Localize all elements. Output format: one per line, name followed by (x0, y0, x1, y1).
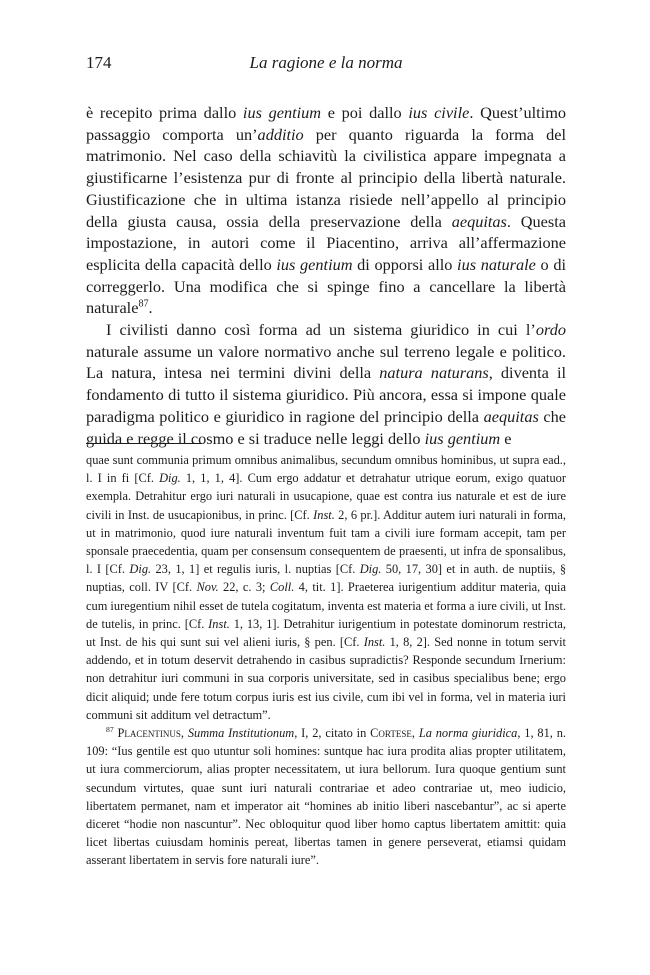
author-name: Cortese (370, 726, 412, 741)
text-run: 1, 1, 1, 4]. Cum ergo addatur et detrahatur utrique eorum, exigo quatuor exempla. Detrahitur ergo iuri naturali in usucapione, quae est contra ius naturale et est de iure civili in Inst. de usucapionibus, in princ. [Cf. (86, 471, 566, 522)
text-run: e poi dallo (321, 103, 409, 122)
italic-term: additio (257, 124, 304, 144)
footnote-ref[interactable]: 87 (138, 298, 149, 310)
italic-term: Summa Institutionum (187, 726, 295, 741)
footnote-87 (86, 724, 566, 870)
text-run: 1, 13, 1]. Detrahitur iurigentium in potestate dominorum restricta, ut Inst. de his qui sunt sui vel alieni iuris, § pen. [Cf. (86, 616, 566, 650)
text-run: , diventa il fondamento di tutto il sistema giuridico. Più ancora, essa si impone quale paradigma politico e giuridico in ragione del principio della (86, 363, 566, 426)
text-run: quae sunt communia primum omnibus animalibus, secundum omnibus hominibus, ut supra ead., l. I in fi [Cf. (86, 453, 566, 486)
footnotes (86, 451, 566, 870)
footnote-separator (86, 443, 202, 444)
italic-term: Inst. (313, 507, 335, 522)
text-run: . Quest’ultimo passaggio comporta un’ (86, 103, 567, 144)
text-run: , 1, 81, n. 109: “Ius gentile est quo utuntur soli homines: suntque hac iura prodita alias propter utilitatem, ut iura commerciorum, alias propter necessitatem, ut iura bellorum. Iura quoque gentium sunt secundum virtutes, quae sunt iuri naturali contrariae et adeo contrariae ut, meo iudicio, libertatem permanet, nam et imperator ait “homines ab initio liberi nascebantur”, ac si aperte diceret “hodie non nascuntur”. Nec obloquitur quod liber homo captus libertatem amittit: quia licet libertas cuiusdam hominis pereat, libertas tamen in genere perseverat, etiamsi quidam asserant libertatem in servis fore naturali iure”. (86, 726, 567, 868)
text-run: per quanto riguarda la forma del matrimonio. Nel caso della schiavitù la civilistica appare impegnata a giustificarne l’esistenza pur di fronte al principio della libertà naturale. Giustificazione che in ultima istanza risiede nell’appello al principio della giusta causa, ossia della preservazione della (86, 124, 566, 231)
paragraph (86, 319, 566, 449)
text-run: o di correggerlo. Una modifica che si spinge fino a cancellare la libertà naturale (86, 254, 566, 318)
main-text (86, 102, 566, 449)
italic-term: Dig. (359, 562, 382, 577)
text-run: . Questa impostazione, in autori come il Piacentino, arriva all’affermazione esplicita della capacità dello (86, 211, 566, 274)
page-number: 174 (86, 53, 112, 72)
italic-term: Coll. (269, 580, 295, 595)
italic-term: ius gentium (242, 103, 322, 122)
text-run: di opporsi allo (352, 254, 458, 274)
paragraph (86, 102, 566, 319)
text-run: è recepito prima dallo (86, 103, 243, 122)
italic-term: ordo (535, 320, 566, 340)
italic-term: Inst. (363, 635, 386, 650)
text-run: I civilisti danno così forma ad un sistema giuridico in cui l’ (106, 320, 536, 340)
italic-term: ius gentium (276, 254, 353, 274)
italic-term: Inst. (208, 616, 230, 631)
italic-term: Dig. (159, 471, 181, 486)
italic-term: ius naturale (457, 254, 536, 274)
text-run: naturale assume un valore normativo anche sul terreno legale e politico. La natura, intesa nei termini divini della (86, 341, 566, 383)
text-run: 4, tit. 1]. Praeterea iurigentium additur materia, quia cum iuregentium nihil esset de tutela cogitatum, inventa est materia et forma a iure civili, ut Inst. de tutelis, in princ. [Cf. (86, 580, 566, 631)
text-run: 23, 1, 1] et regulis iuris, l. nuptias [Cf. (151, 562, 360, 577)
italic-term: natura naturans (379, 363, 489, 383)
author-name: Placentinus (117, 726, 181, 741)
italic-term: Nov. (196, 580, 219, 595)
italic-term: ius gentium (424, 428, 501, 448)
text-run: 22, c. 3; (218, 580, 270, 595)
italic-term: La norma giuridica (418, 726, 518, 741)
text-run: , (180, 726, 188, 741)
running-title: La ragione e la norma (249, 53, 403, 72)
text-run: 1, 8, 2]. Sed nonne in totum servit addendo, et in totum deservit detrahendo in casibus supradictis? Responde secundum Irnerium: non detrahitur iuri communi in sua corporis universitate, sed in casibus specialibus bene; ergo dicit aliquid; unde fere totum corpus iuris est ius civile, cum ibi vel in forma, vel in materia iuri communi sit additum vel detractum”. (86, 635, 566, 722)
italic-term: ius civile (408, 103, 470, 122)
text-run: e (500, 428, 512, 448)
italic-term: Dig. (129, 562, 152, 577)
footnote-number: 87 (106, 724, 114, 734)
text-run: 50, 17, 30] et in auth. de nuptiis, § nuptias, coll. IV [Cf. (86, 562, 567, 595)
italic-term: aequitas (483, 406, 539, 426)
text-run: 2, 6 pr.]. Additur autem iuri naturali in forma, ut in matrimonio, quod iure naturali inventum fuit tam a civili iure formam accepit, tam per sponsale praecedentia, quam per consensum consequentem de praesenti, ut infra de sponsalibus, l. I [Cf. (86, 507, 566, 577)
text-run: , (411, 726, 419, 741)
text-run: . (148, 298, 153, 318)
italic-term: aequitas (451, 211, 507, 231)
text-run: , I, 2, citato in (294, 726, 371, 741)
footnote-continuation (86, 451, 566, 724)
text-run: che guida e regge il cosmo e si traduce nelle leggi dello (86, 406, 567, 448)
